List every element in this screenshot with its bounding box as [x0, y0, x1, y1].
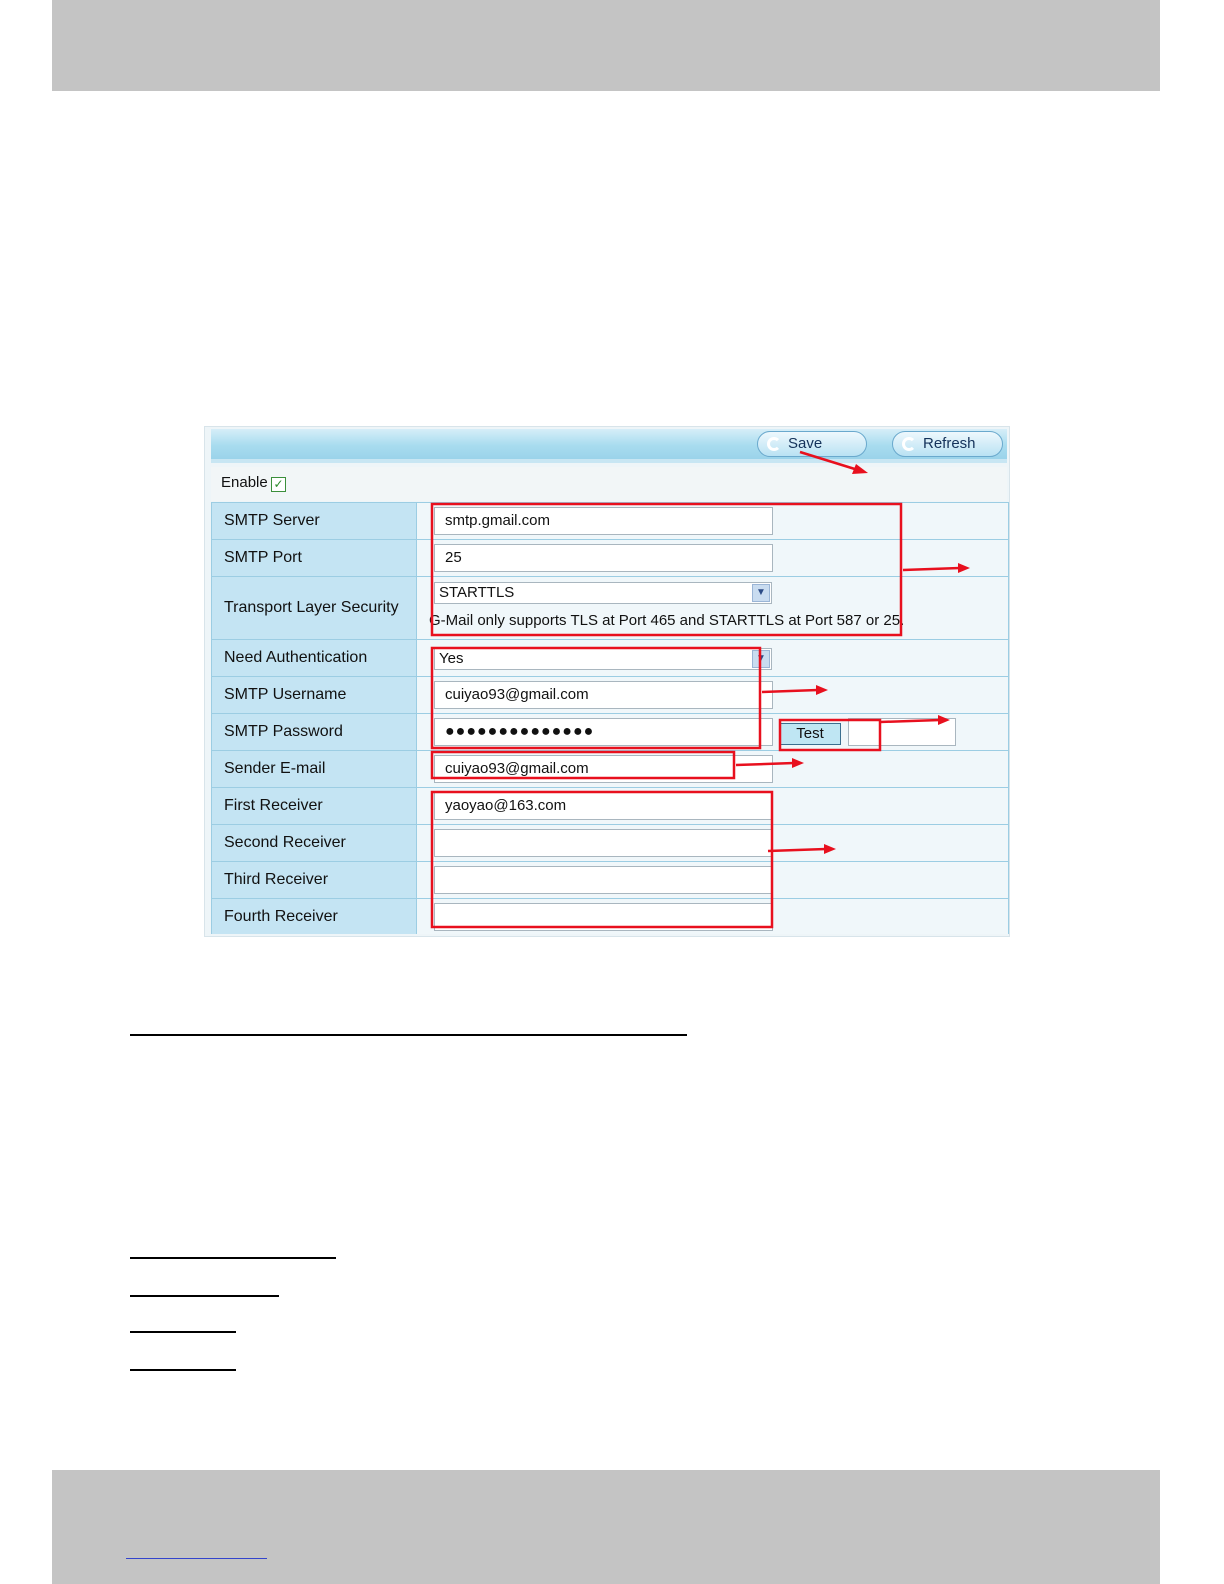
enable-row — [211, 467, 1007, 501]
toolbar — [211, 429, 1007, 463]
smtp-password-input[interactable]: ●●●●●●●●●●●●●● — [434, 718, 773, 746]
row-smtp-server — [212, 503, 1008, 540]
row-need-auth — [212, 640, 1008, 677]
smtp-username-label: SMTP Username — [212, 677, 417, 713]
row-smtp-password — [212, 714, 1008, 751]
divider-rule — [130, 1257, 336, 1259]
third-receiver-input[interactable] — [434, 866, 773, 894]
row-first-receiver — [212, 788, 1008, 825]
save-icon — [767, 437, 781, 451]
row-second-receiver — [212, 825, 1008, 862]
save-button-label: Save — [788, 435, 823, 452]
row-third-receiver — [212, 862, 1008, 899]
settings-grid — [211, 502, 1009, 934]
footer-link-underline[interactable] — [126, 1558, 267, 1559]
second-receiver-input[interactable] — [434, 829, 773, 857]
first-receiver-input[interactable]: yaoyao@163.com — [434, 792, 773, 820]
enable-label: Enable — [221, 474, 268, 491]
first-receiver-label: First Receiver — [212, 788, 417, 824]
fourth-receiver-label: Fourth Receiver — [212, 899, 417, 934]
chevron-down-icon: ▼ — [752, 584, 770, 602]
divider-rule — [130, 1369, 236, 1371]
smtp-server-label: SMTP Server — [212, 503, 417, 539]
tls-select[interactable] — [434, 582, 772, 604]
row-tls — [212, 577, 1008, 640]
test-result-box — [848, 718, 956, 746]
tls-note: G-Mail only supports TLS at Port 465 and STARTTLS at Port 587 or 25. — [429, 612, 905, 629]
row-smtp-port — [212, 540, 1008, 577]
row-fourth-receiver — [212, 899, 1008, 934]
divider-rule — [130, 1295, 279, 1297]
refresh-icon — [902, 437, 916, 451]
tls-select-value: STARTTLS — [439, 584, 515, 601]
refresh-button[interactable] — [892, 431, 1003, 457]
mail-settings-panel — [204, 426, 1010, 937]
smtp-password-label: SMTP Password — [212, 714, 417, 750]
third-receiver-label: Third Receiver — [212, 862, 417, 898]
row-sender-email — [212, 751, 1008, 788]
smtp-port-input[interactable]: 25 — [434, 544, 773, 572]
page-footer-band — [52, 1470, 1160, 1584]
sender-email-input[interactable]: cuiyao93@gmail.com — [434, 755, 773, 783]
divider-rule — [130, 1034, 687, 1036]
tls-label: Transport Layer Security — [212, 577, 417, 639]
need-auth-select[interactable] — [434, 648, 772, 670]
fourth-receiver-input[interactable] — [434, 903, 773, 931]
need-auth-label: Need Authentication — [212, 640, 417, 676]
smtp-server-input[interactable]: smtp.gmail.com — [434, 507, 773, 535]
enable-checkbox[interactable]: ✓ — [271, 477, 286, 492]
row-smtp-username — [212, 677, 1008, 714]
need-auth-select-value: Yes — [439, 650, 464, 667]
test-button[interactable]: Test — [779, 723, 841, 745]
chevron-down-icon: ▼ — [752, 650, 770, 668]
page-header-band — [52, 0, 1160, 91]
refresh-button-label: Refresh — [923, 435, 976, 452]
smtp-port-label: SMTP Port — [212, 540, 417, 576]
smtp-username-input[interactable]: cuiyao93@gmail.com — [434, 681, 773, 709]
save-button[interactable] — [757, 431, 867, 457]
sender-email-label: Sender E-mail — [212, 751, 417, 787]
second-receiver-label: Second Receiver — [212, 825, 417, 861]
divider-rule — [130, 1331, 236, 1333]
